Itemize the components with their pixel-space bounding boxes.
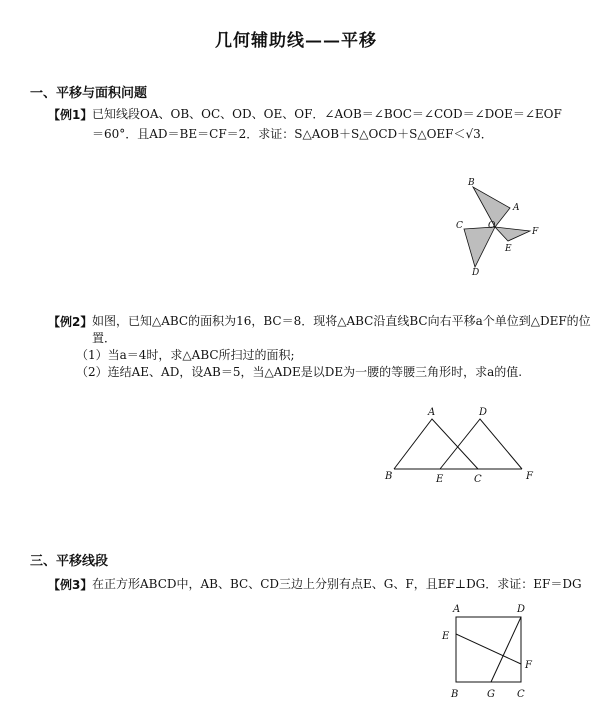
triangle-abc [394,419,478,469]
example-1-text-line2: ＝60°．且AD＝BE＝CF＝2．求证：S△AOB＋S△OCD＋S△OEF＜√3． [92,127,493,141]
fig1-label-c: C [456,221,463,231]
example-2-question-1: （1）当a＝4时，求△ABC所扫过的面积; [76,348,295,362]
fig1-label-d: D [472,268,480,278]
fig3-label-g: G [487,689,495,700]
triangle-def [440,419,522,469]
fig1-label-o: O [488,221,496,231]
example-1-figure [450,175,560,280]
page-title: 几何辅助线——平移 [215,31,377,51]
example-1-text-line1: 已知线段OA、OB、OC、OD、OE、OF．∠AOB＝∠BOC＝∠COD＝∠DOE＝∠EOF [92,107,562,121]
fig2-label-a: A [428,407,436,418]
example-2-question-2: （2）连结AE、AD，设AB＝5，当△ADE是以DE为一腰的等腰三角形时，求a的值. [76,365,523,379]
example-2-text-line2: 置． [92,331,117,345]
fig2-label-f: F [526,471,533,482]
example-3-label: 【例3】 [48,578,93,592]
fig2-label-c: C [474,474,482,485]
example-2-text-line1: 如图，已知△ABC的面积为16，BC＝8．现将△ABC沿直线BC向右平移a个单位到△DEF的位 [92,314,591,328]
segment-dg [491,617,521,682]
triangle-oef [495,227,530,241]
fig3-label-b: B [451,689,459,700]
fig1-label-b: B [468,178,475,188]
fig3-label-a: A [453,604,461,615]
fig1-label-e: E [505,244,512,254]
triangle-ocd [464,227,495,267]
fig3-label-d: D [517,604,526,615]
fig2-label-e: E [436,474,444,485]
example-1-label: 【例1】 [48,108,93,122]
fig1-label-a: A [513,203,520,213]
example-2-label: 【例2】 [48,315,93,329]
fig2-label-d: D [479,407,488,418]
example-3-text-line1: 在正方形ABCD中，AB、BC、CD三边上分别有点E、G、F，且EF⊥DG．求证：EF＝DG [92,577,582,591]
fig3-label-e: E [442,631,450,642]
fig1-label-f: F [532,227,539,237]
example-3-figure [436,598,546,708]
fig3-label-f: F [525,660,532,671]
fig2-label-b: B [385,471,393,482]
section-heading-translation-area: 一、平移与面积问题 [30,86,148,101]
fig3-label-c: C [517,689,525,700]
section-heading-translate-segments: 三、平移线段 [30,554,109,569]
example-2-figure [380,402,550,490]
